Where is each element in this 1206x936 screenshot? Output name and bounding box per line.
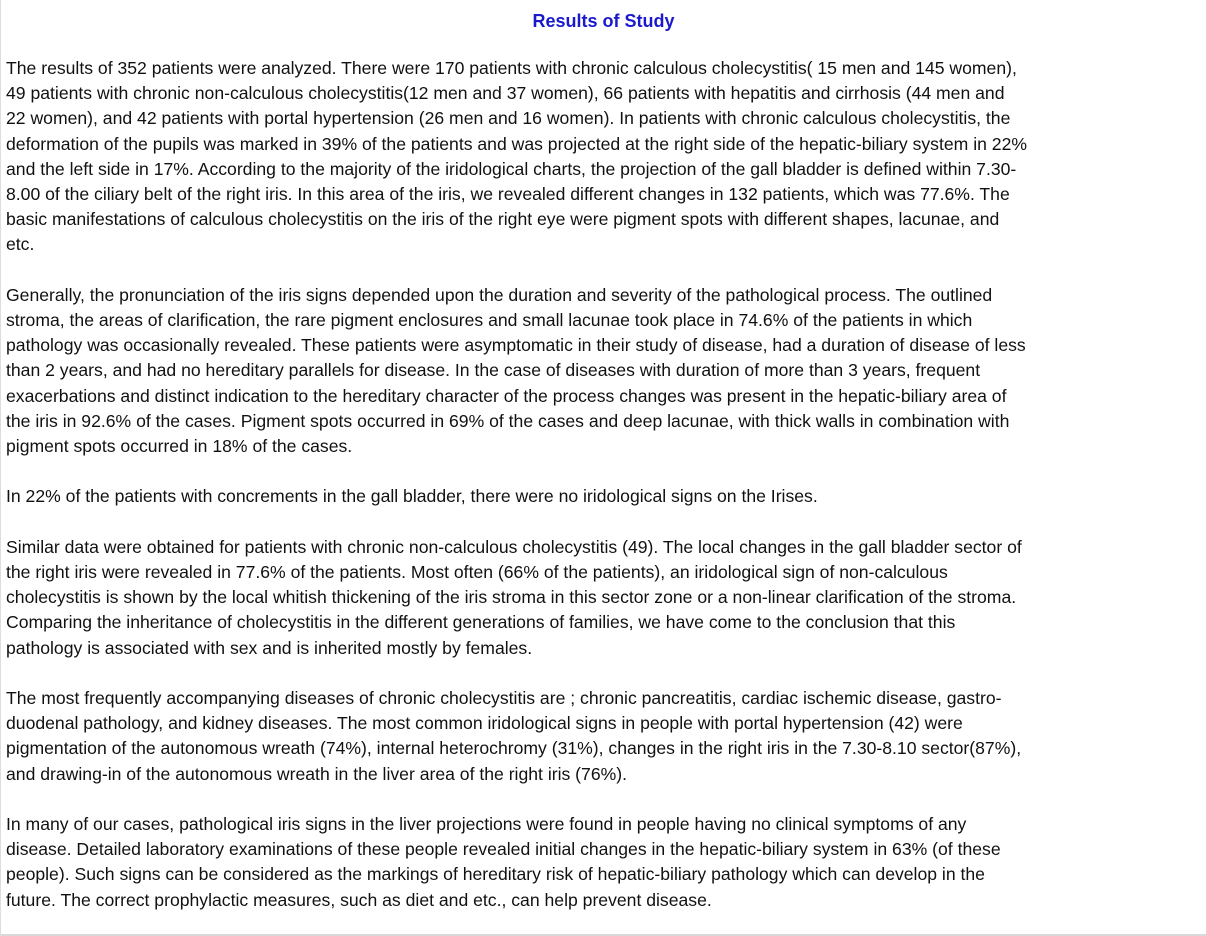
paragraph-line: exacerbations and distinct indication to the hereditary character of the process changes was present in the hepatic-biliary area of [6, 385, 1007, 406]
paragraph-line: 8.00 of the ciliary belt of the right iris. In this area of the iris, we revealed different changes in 132 patients, which was 77.6%. The [6, 184, 1010, 205]
paragraph-1 [6, 56, 1206, 258]
paragraph-line: stroma, the areas of clarification, the rare pigment enclosures and small lacunae took place in 74.6% of the patients in which [6, 310, 973, 331]
paragraph-line: and the left side in 17%. According to the majority of the iridological charts, the projection of the gall bladder is defined within 7.30- [6, 158, 1017, 179]
paragraph-line: basic manifestations of calculous cholecystitis on the iris of the right eye were pigment spots with different shapes, lacunae, and [6, 209, 1000, 230]
paragraph-line: duodenal pathology, and kidney diseases. The most common iridological signs in people with portal hypertension (42) were [6, 713, 963, 734]
paragraph-6 [6, 812, 1206, 913]
paragraph-line: cholecystitis is shown by the local whitish thickening of the iris stroma in this sector zone or a non-linear clarification of the stroma. [6, 587, 1017, 608]
paragraph-line: future. The correct prophylactic measures, such as diet and etc., can help prevent disease. [6, 889, 712, 910]
paragraph-line: deformation of the pupils was marked in 39% of the patients and was projected at the right side of the hepatic-biliary system in 22% [6, 133, 1027, 154]
paragraph-line: In many of our cases, pathological iris signs in the liver projections were found in people having no clinical symptoms of any [6, 814, 967, 835]
paragraph-line: pigment spots occurred in 18% of the cases. [6, 436, 353, 457]
paragraph-4 [6, 535, 1206, 661]
paragraph-line: The most frequently accompanying diseases of chronic cholecystitis are ; chronic pancreatitis, cardiac ischemic disease, gastro- [6, 688, 1002, 709]
paragraph-line: the iris in 92.6% of the cases. Pigment spots occurred in 69% of the cases and deep lacunae, with thick walls in combination with [6, 410, 1010, 431]
paragraph-line: pathology was occasionally revealed. These patients were asymptomatic in their study of disease, had a duration of disease of less [6, 335, 1026, 356]
paragraph-line: Similar data were obtained for patients with chronic non-calculous cholecystitis (49). The local changes in the gall bladder sector of [6, 536, 1022, 557]
paragraph-line: the right iris were revealed in 77.6% of the patients. Most often (66% of the patients), an iridological sign of non-calculous [6, 562, 948, 583]
paragraph-line: people). Such signs can be considered as the markings of hereditary risk of hepatic-biliary pathology which can develop in the [6, 864, 985, 885]
paragraph-line: The results of 352 patients were analyzed. There were 170 patients with chronic calculous cholecystitis( 15 men and 145 women), [6, 58, 1017, 78]
paragraph-line: and drawing-in of the autonomous wreath in the liver area of the right iris (76%). [6, 763, 627, 784]
page-title: Results of Study [532, 11, 675, 31]
paragraph-5 [6, 686, 1206, 787]
article-body [6, 56, 1206, 936]
paragraph-line: 22 women), and 42 patients with portal hypertension (26 men and 16 women). In patients with chronic calculous cholecystitis, the [6, 108, 1011, 129]
paragraph-line: Comparing the inheritance of cholecystitis in the different generations of families, we have come to the conclusion that this [6, 612, 956, 633]
paragraph-line: pathology is associated with sex and is inherited mostly by females. [6, 637, 533, 658]
paragraph-line: than 2 years, and had no hereditary parallels for disease. In the case of diseases with duration of more than 3 years, frequent [6, 360, 981, 381]
paragraph-line: etc. [6, 234, 35, 255]
paragraph-line: pigmentation of the autonomous wreath (74%), internal heterochromy (31%), changes in the right iris in the 7.30-8.10 sector(87%), [6, 738, 1022, 759]
paragraph-line: disease. Detailed laboratory examinations of these people revealed initial changes in the hepatic-biliary system in 63% (of these [6, 839, 1001, 860]
paragraph-line: 49 patients with chronic non-calculous cholecystitis(12 men and 37 women), 66 patients with hepatitis and cirrhosis (44 men and [6, 83, 1005, 104]
paragraph-line: Generally, the pronunciation of the iris signs depended upon the duration and severity of the pathological process. The outlined [6, 284, 993, 305]
paragraph-2 [6, 283, 1206, 459]
paragraph-line: In 22% of the patients with concrements in the gall bladder, there were no iridological signs on the Irises. [6, 486, 818, 507]
paragraph-3 [6, 484, 1206, 509]
